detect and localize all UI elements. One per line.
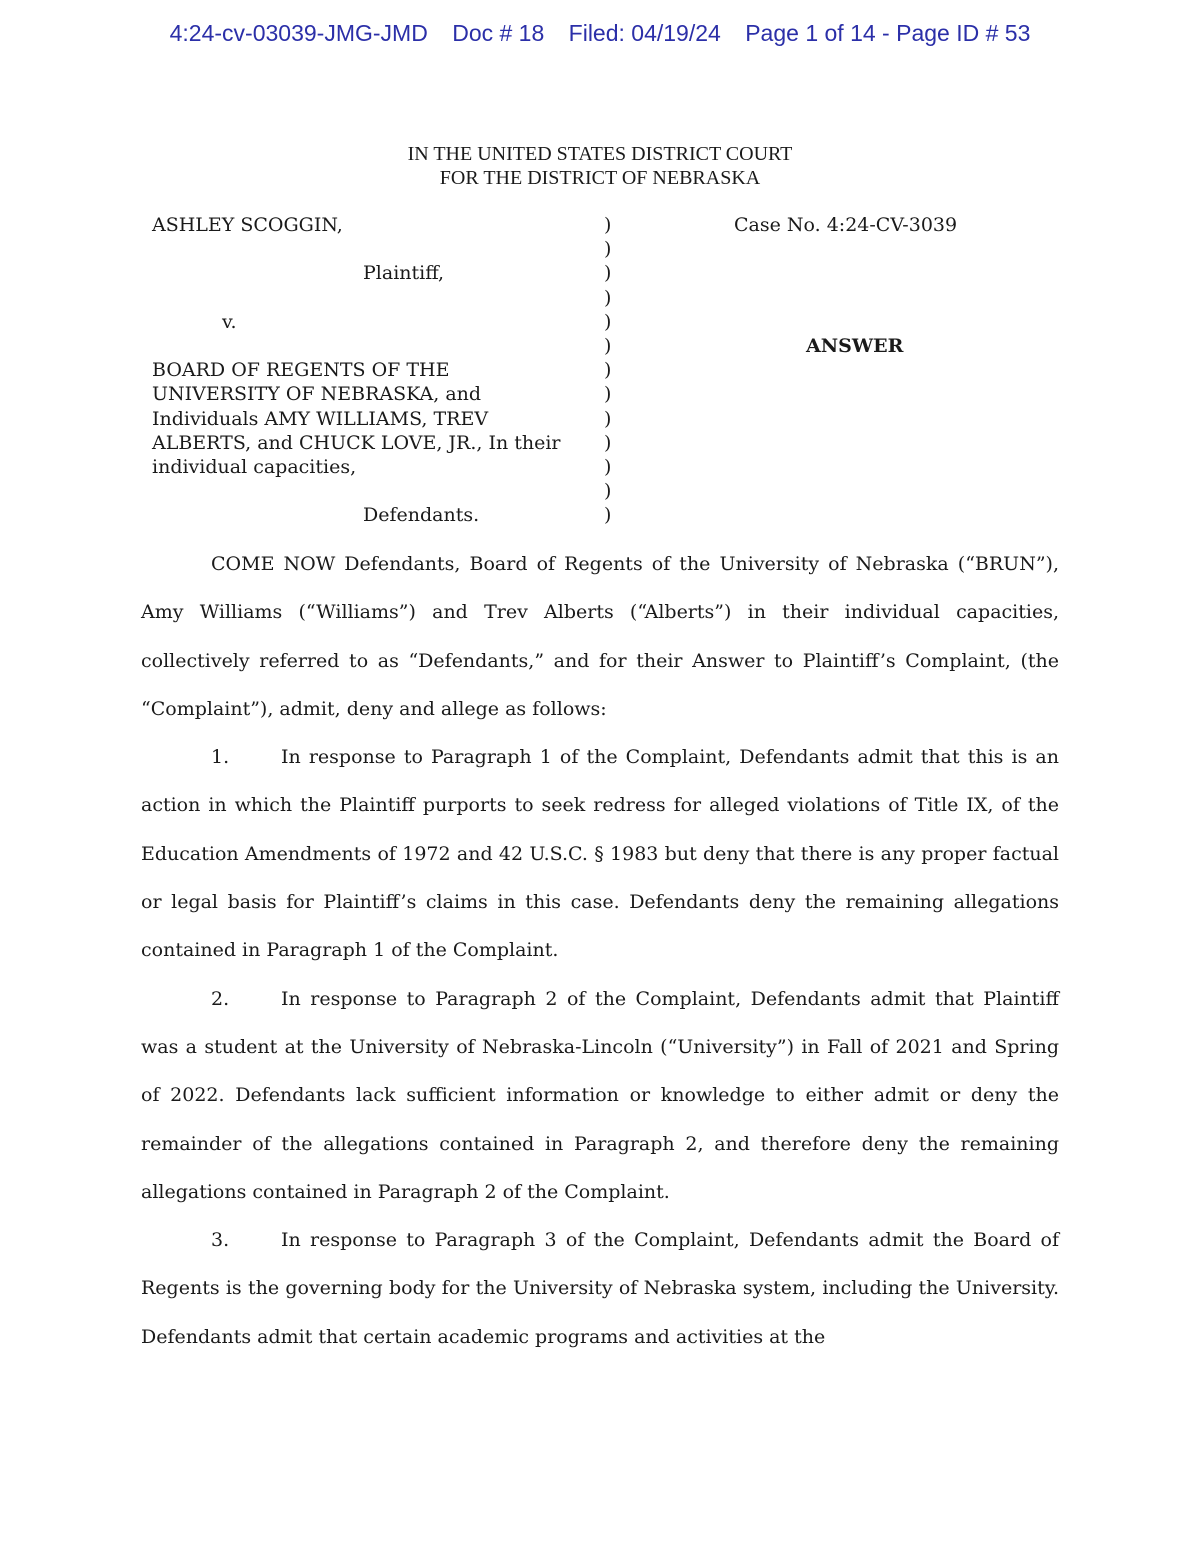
defendants-line: individual capacities, — [152, 456, 357, 479]
caption-paren: ) — [604, 238, 612, 261]
document-title: ANSWER — [806, 335, 904, 357]
paragraph-text: In response to Paragraph 2 of the Complaint, Defendants admit that Plaintiff was a student at the University of Nebraska-Lincoln (“University”) in Fall of 2021 and Spring of 2022. Defendants lack sufficient information or knowledge to either admit or deny the remainder of the allegations contained in Paragraph 2, and therefore deny the remaining allegations contained in Paragraph 2 of the Complaint. — [141, 987, 1059, 1203]
caption-paren: ) — [604, 214, 612, 236]
paragraph-number: 2. — [211, 987, 230, 1010]
paragraph-number: 1. — [211, 746, 230, 769]
court-title-line-2: FOR THE DISTRICT OF NEBRASKA — [439, 167, 761, 189]
defendants-line: ALBERTS, and CHUCK LOVE, JR., In their — [152, 431, 561, 454]
caption-paren: ) — [604, 383, 612, 406]
ecf-case-number: 4:24-cv-03039-JMG-JMD — [169, 20, 428, 46]
court-title-line-1: IN THE UNITED STATES DISTRICT COURT — [407, 143, 793, 165]
versus-label: v. — [222, 310, 237, 333]
caption-paren: ) — [604, 480, 612, 503]
caption-paren: ) — [604, 431, 612, 454]
court-title — [0, 142, 1200, 190]
defendants-line: Individuals AMY WILLIAMS, TREV — [152, 407, 489, 430]
intro-paragraph: COME NOW Defendants, Board of Regents of the University of Nebraska (“BRUN”), Amy Williams (“Williams”) and Trev Alberts (“Alberts”) in their individual capacities, collectively referred to as “Defendants,” and for their Answer to Plaintiff’s Complaint, (the “Complaint”), admit, deny and allege as follows: — [141, 553, 1059, 720]
paragraph-text: In response to Paragraph 1 of the Complaint, Defendants admit that this is an action in which the Plaintiff purports to seek redress for alleged violations of Title IX, of the Education Amendments of 1972 and 42 U.S.C. § 1983 but deny that there is any proper factual or legal basis for Plaintiff’s claims in this case. Defendants deny the remaining allegations contained in Paragraph 1 of the Complaint. — [141, 746, 1059, 962]
ecf-doc-number: Doc # 18 — [452, 20, 545, 46]
caption-paren: ) — [604, 359, 612, 382]
caption-paren: ) — [604, 262, 612, 285]
ecf-page-id: Page 1 of 14 - Page ID # 53 — [745, 20, 1031, 46]
caption-parenthesis-column — [604, 213, 618, 528]
plaintiff-name: ASHLEY SCOGGIN, — [152, 214, 343, 236]
case-caption-parties — [152, 213, 592, 528]
caption-paren: ) — [604, 286, 612, 309]
numbered-paragraph — [141, 1216, 1059, 1361]
caption-paren: ) — [604, 504, 612, 527]
case-number: Case No. 4:24-CV-3039 — [734, 214, 958, 236]
caption-paren: ) — [604, 456, 612, 479]
numbered-paragraph — [141, 975, 1059, 1216]
ecf-filed-date: Filed: 04/19/24 — [568, 20, 721, 46]
paragraph-number: 3. — [211, 1229, 230, 1252]
numbered-paragraph — [141, 733, 1059, 974]
defendants-line: UNIVERSITY OF NEBRASKA, and — [152, 383, 482, 406]
paragraph-text: In response to Paragraph 3 of the Complaint, Defendants admit the Board of Regents is the governing body for the University of Nebraska system, including the University. Defendants admit that certain academic programs and activities at the — [141, 1229, 1059, 1348]
caption-paren: ) — [604, 335, 612, 358]
defendants-label: Defendants. — [363, 504, 480, 527]
caption-paren: ) — [604, 407, 612, 430]
ecf-header — [0, 20, 1200, 47]
caption-paren: ) — [604, 310, 612, 333]
document-body — [141, 540, 1059, 1361]
plaintiff-label: Plaintiff, — [363, 262, 445, 285]
defendants-line: BOARD OF REGENTS OF THE — [152, 359, 450, 382]
